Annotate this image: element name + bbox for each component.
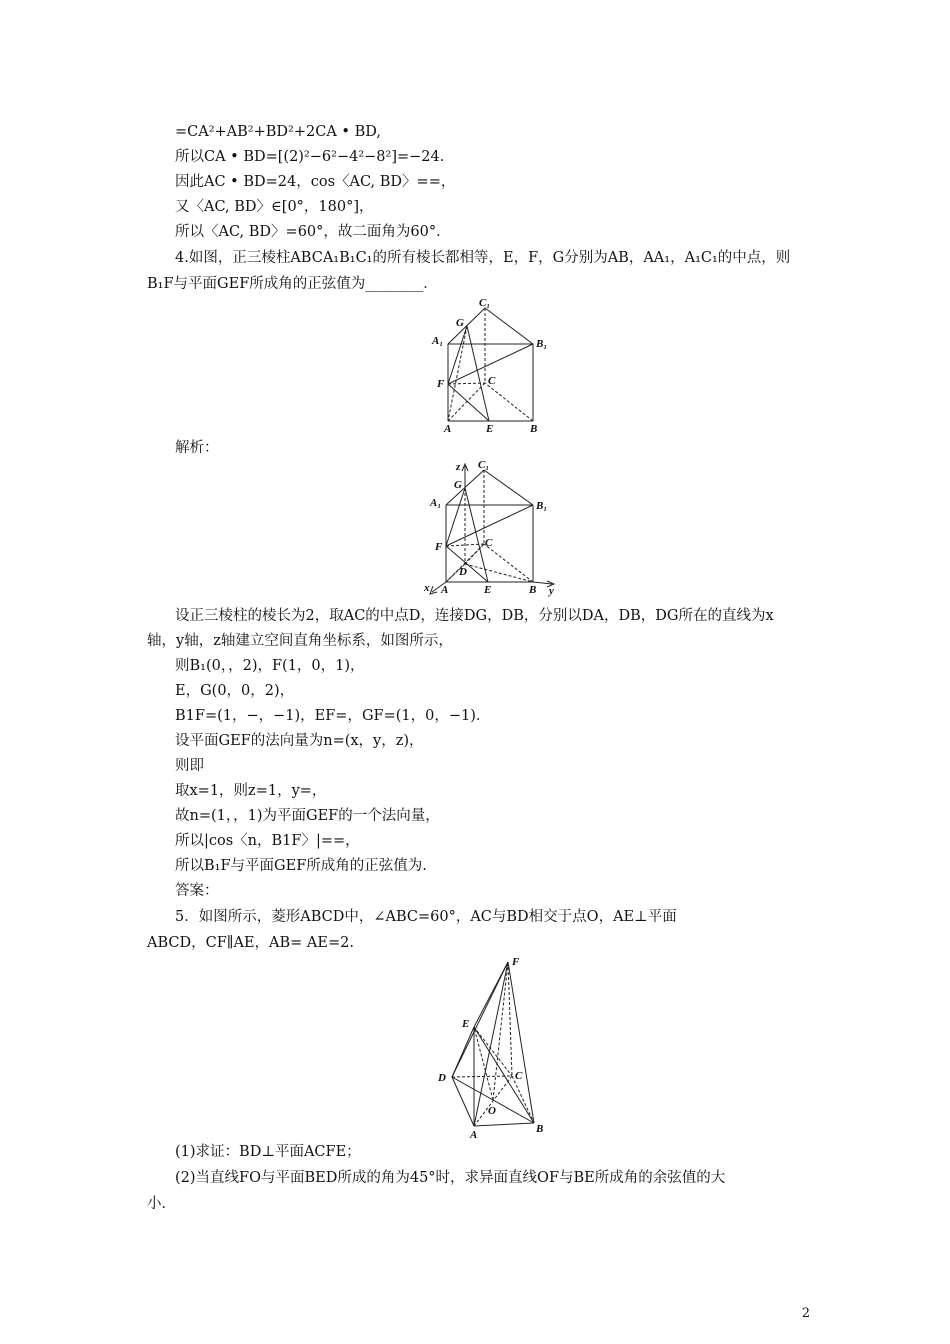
question-5-part-2-cont: 小． xyxy=(147,1196,176,1212)
solution-line: 所以|cos〈n，B1F〉|==， xyxy=(175,833,360,849)
page-number: 2 xyxy=(801,1306,810,1321)
answer-label: 答案： xyxy=(175,883,219,899)
question-4-line-1: 4.如图，正三棱柱ABCA₁B₁C₁的所有棱长都相等，E，F，G分别为AB，AA₁，A₁C₁的中点，则 xyxy=(175,250,791,266)
text-line: 又〈AC, BD〉∈[0°，180°]， xyxy=(175,199,374,215)
prism-figure-1 xyxy=(430,296,550,438)
label-A: A xyxy=(441,584,449,596)
question-4-line-2: B₁F与平面GEF所成角的正弦值为________． xyxy=(147,276,438,292)
solution-line: 故n=(1，，1)为平面GEF的一个法向量， xyxy=(175,808,440,824)
solution-line: 轴，y轴，z轴建立空间直角坐标系，如图所示， xyxy=(147,633,453,649)
solution-line: 设正三棱柱的棱长为2，取AC的中点D，连接DG，DB，分别以DA，DB，DG所在的直线为x xyxy=(175,608,774,624)
label-F: F xyxy=(435,541,443,553)
label-z: z xyxy=(456,461,461,473)
question-5-line-2: ABCD，CF∥AE，AB= AE=2. xyxy=(147,935,354,951)
rhombus-pyramid-figure xyxy=(432,952,552,1146)
solution-line: B1F=(1，−，−1)，EF=，GF=(1，0，−1)． xyxy=(175,708,491,724)
solution-line: 设平面GEF的法向量为n=(x，y，z)， xyxy=(175,733,424,749)
text-line: 所以〈AC, BD〉=60°，故二面角为60°． xyxy=(175,224,451,240)
label-E: E xyxy=(486,423,494,434)
label-B: B xyxy=(530,423,538,434)
label-C: C xyxy=(488,375,496,387)
label-E: E xyxy=(462,1018,470,1030)
solution-line: 则B₁(0，，2)，F(1，0，1)， xyxy=(175,658,365,674)
text-line: 因此AC • BD=24，cos〈AC, BD〉==， xyxy=(175,174,456,190)
question-5-line-1: 5．如图所示，菱形ABCD中，∠ABC=60°，AC与BD相交于点O，AE⊥平面 xyxy=(175,909,677,925)
solution-line: 所以B₁F与平面GEF所成角的正弦值为. xyxy=(175,858,427,874)
label-A1: A₁ xyxy=(430,497,442,509)
label-y: y xyxy=(549,585,554,597)
label-A: A xyxy=(444,423,452,434)
label-O: O xyxy=(488,1105,496,1117)
text-line: =CA²+AB²+BD²+2CA • BD, xyxy=(175,124,381,140)
label-B: B xyxy=(536,1123,544,1135)
question-5-part-1: (1)求证：BD⊥平面ACFE； xyxy=(175,1144,361,1160)
label-G: G xyxy=(456,317,464,329)
label-C: C xyxy=(485,537,493,549)
text-line: 所以CA • BD=[(2)²−6²−4²−8²]=−24. xyxy=(175,149,445,165)
question-5-part-2: (2)当直线FO与平面BED所成的角为45°时，求异面直线OF与BE所成角的余弦值的大 xyxy=(175,1170,726,1186)
label-C1: C₁ xyxy=(478,459,490,471)
label-A1: A₁ xyxy=(432,335,444,347)
label-F: F xyxy=(437,378,445,390)
label-D: D xyxy=(438,1072,446,1084)
prism-figure-2-coordinate xyxy=(422,458,562,604)
label-E: E xyxy=(484,584,492,596)
solution-line: 取x=1，则z=1，y=， xyxy=(175,783,327,799)
solution-line: 则即 xyxy=(175,758,204,774)
label-F: F xyxy=(512,956,520,968)
solution-line: E，G(0，0，2)， xyxy=(175,683,295,699)
label-x: x xyxy=(424,582,430,594)
label-B1: B₁ xyxy=(536,338,548,350)
solution-heading: 解析： xyxy=(175,440,219,456)
label-B: B xyxy=(529,584,537,596)
label-C: C xyxy=(515,1070,523,1082)
label-B1: B₁ xyxy=(536,500,548,512)
label-A: A xyxy=(470,1129,478,1141)
label-D: D xyxy=(459,566,467,578)
label-G: G xyxy=(454,479,462,491)
label-C1: C₁ xyxy=(479,297,491,309)
